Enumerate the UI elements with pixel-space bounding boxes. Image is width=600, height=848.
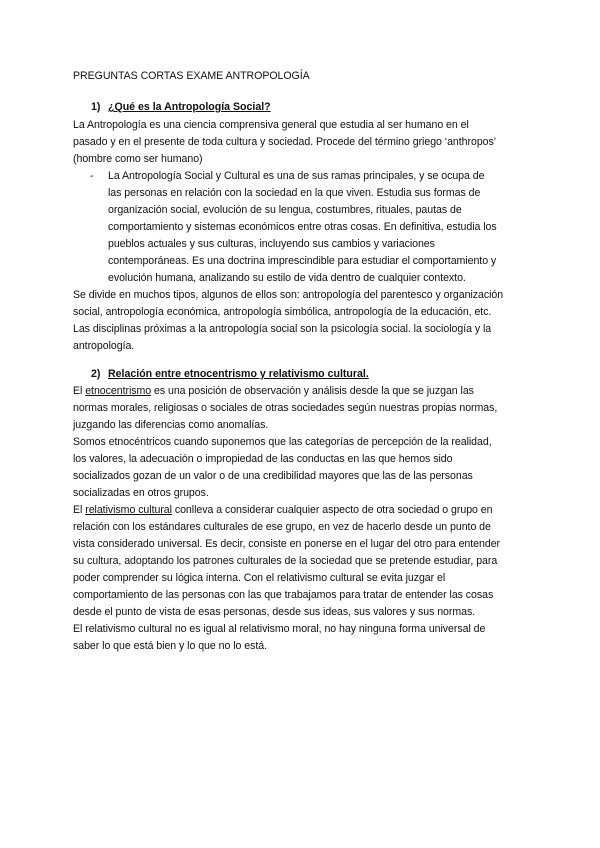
bullet-line: comportamiento y sistemas económicos entre otras cosas. En definitiva, estudia los xyxy=(108,221,497,233)
section-2-paragraph-line: saber lo que está bien y lo que no lo está. xyxy=(73,640,267,652)
bullet-line: contemporáneas. Es una doctrina imprescindible para estudiar el comportamiento y xyxy=(108,255,497,267)
section-2-paragraph-line: socializados gozan de un valor o de una credibilidad mayores que las de las personas xyxy=(73,470,473,482)
section-1-intro-line: (hombre como ser humano) xyxy=(73,153,203,165)
bullet-line: pueblos actuales y sus culturas, incluyendo sus cambios y variaciones xyxy=(108,238,435,250)
section-2-paragraph-line: poder comprender su lógica interna. Con el relativismo cultural se evita juzgar el xyxy=(73,572,446,584)
section-1-heading: ¿Qué es la Antropología Social? xyxy=(108,101,271,113)
section-2-paragraph-line: los valores, la adecuación o impropiedad de las conductas en las que hemos sido xyxy=(73,453,453,465)
bullet-line: evolución humana, analizando su estilo de vida dentro de cualquier contexto. xyxy=(108,272,466,284)
section-2-paragraph-line: El relativismo cultural no es igual al relativismo moral, no hay ninguna forma universal de xyxy=(73,623,486,635)
section-1-intro-line: pasado y en el presente de toda cultura y sociedad. Procede del término griego ‘anthropos’ xyxy=(73,136,497,148)
section-1-number: 1) xyxy=(91,101,101,113)
section-2-number: 2) xyxy=(91,368,101,380)
section-2-paragraph-line: vista considerado universal. Es decir, consiste en ponerse en el lugar del otro para entender xyxy=(73,538,501,550)
text-run: conlleva a considerar cualquier aspecto de otra sociedad o grupo en xyxy=(171,504,493,516)
section-2-paragraph-line: su cultura, adoptando los patrones culturales de la sociedad que se pretende estudiar, para xyxy=(73,555,498,567)
section-2-paragraph-line: Somos etnocéntricos cuando suponemos que las categorías de percepción de la realidad, xyxy=(73,436,492,448)
section-1-intro-line: La Antropología es una ciencia comprensiva general que estudia al ser humano en el xyxy=(73,119,469,131)
section-2-heading: Relación entre etnocentrismo y relativismo cultural. xyxy=(108,368,369,380)
text-run: El xyxy=(73,385,86,397)
document-title: PREGUNTAS CORTAS EXAME ANTROPOLOGÍA xyxy=(73,70,310,82)
text-run: El xyxy=(73,504,86,516)
section-1-paragraph-line: antropología. xyxy=(73,340,135,352)
section-2-paragraph-line: juzgando las diferencias como anomalías. xyxy=(73,419,269,431)
section-2-paragraph-line: socializadas en otros grupos. xyxy=(73,487,209,499)
term-etnocentrismo: etnocentrismo xyxy=(85,385,152,397)
text-run: es una posición de observación y análisis desde la que se juzgan las xyxy=(151,385,474,397)
bullet-line: las personas en relación con la sociedad en la que viven. Estudia sus formas de xyxy=(108,187,481,199)
bullet-line: organización social, evolución de su lengua, costumbres, rituales, pautas de xyxy=(108,204,462,216)
section-2-paragraph-line: desde el punto de vista de esas personas, desde sus ideas, sus valores y sus normas. xyxy=(73,606,476,618)
bullet-marker: - xyxy=(90,170,94,182)
bullet-line: La Antropología Social y Cultural es una de sus ramas principales, y se ocupa de xyxy=(108,170,485,182)
section-2-paragraph-line: relación con los estándares culturales de ese grupo, en vez de hacerlo desde un punto de xyxy=(73,521,491,533)
section-2-paragraph-line: comportamiento de las personas con las que trabajamos para tratar de entender las cosas xyxy=(73,589,494,601)
section-2-paragraph-line: normas morales, religiosas o sociales de otras sociedades según nuestras propias normas, xyxy=(73,402,498,414)
term-relativismo-cultural: relativismo cultural xyxy=(85,504,172,516)
section-2-paragraph-line xyxy=(73,385,474,398)
section-2-paragraph-line xyxy=(73,504,492,517)
section-1-paragraph-line: Se divide en muchos tipos, algunos de ellos son: antropología del parentesco y organización xyxy=(73,289,504,301)
section-1-paragraph-line: social, antropología económica, antropología simbólica, antropología de la educación, etc. xyxy=(73,306,492,318)
section-1-paragraph-line: Las disciplinas próximas a la antropología social son la psicología social. la sociología y la xyxy=(73,323,492,335)
